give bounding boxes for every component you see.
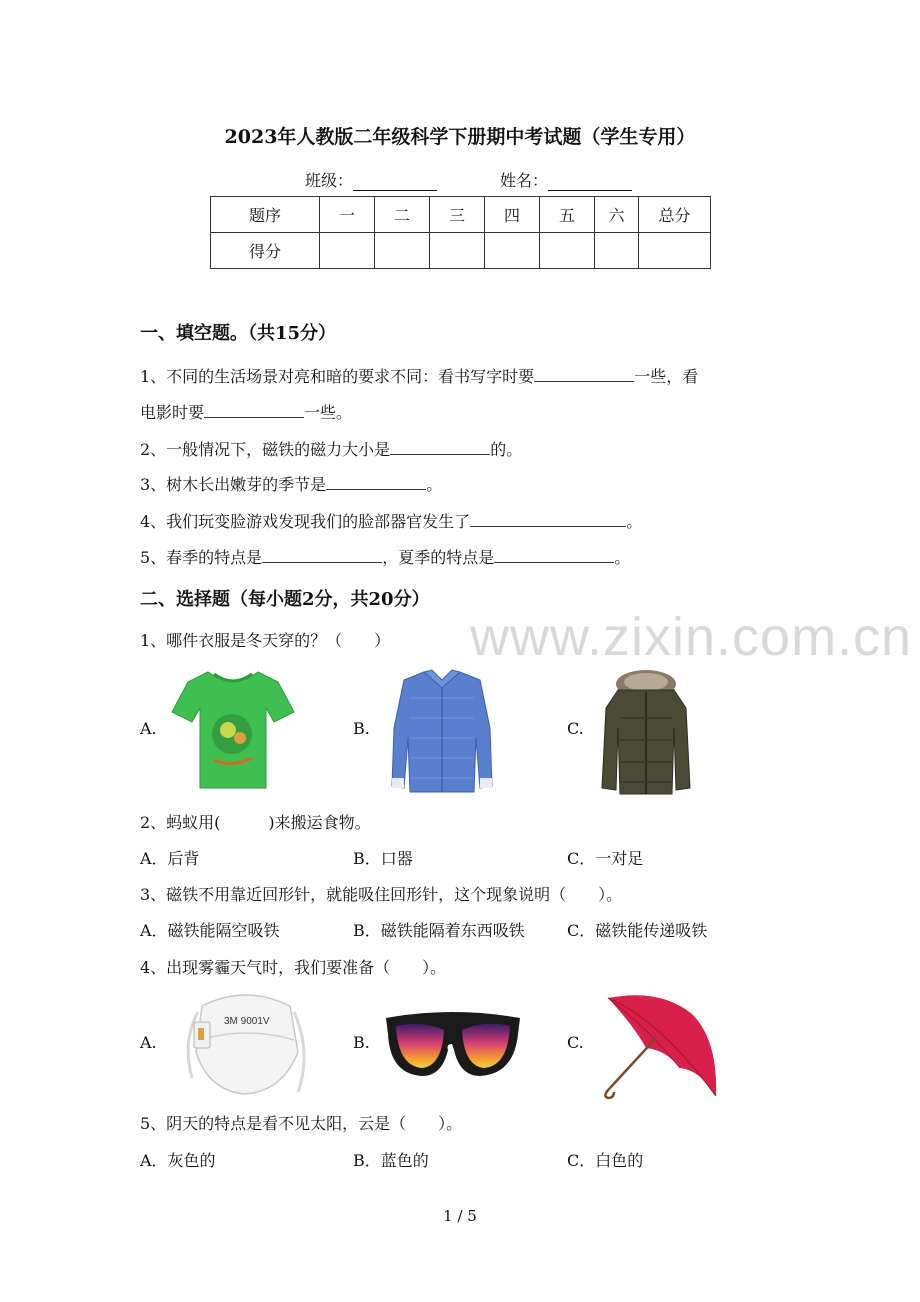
- fill-question-5: [140, 545, 630, 568]
- name-label: 姓名：: [500, 171, 549, 190]
- name-blank[interactable]: [548, 174, 632, 191]
- mask-image: [178, 982, 314, 1100]
- q3-blank[interactable]: [326, 475, 426, 490]
- score-cell[interactable]: [375, 233, 430, 269]
- q1-option-c[interactable]: C.: [567, 719, 584, 738]
- q5-option-a[interactable]: A．灰色的: [140, 1151, 216, 1170]
- q4-text-a: 4、我们玩变脸游戏发现我们的脸部器官发生了: [140, 512, 471, 531]
- q1-blank-2[interactable]: [204, 403, 304, 418]
- score-header-cell: 五: [540, 197, 595, 233]
- q5-text-b: ，夏季的特点是: [382, 548, 495, 567]
- q1-text-b: 一些，看: [634, 367, 699, 386]
- name-field: [500, 168, 632, 191]
- watermark: www.zixin.com.cn: [470, 607, 913, 667]
- class-blank[interactable]: [353, 174, 437, 191]
- q5-blank-1[interactable]: [262, 548, 382, 563]
- fill-question-1-cont: [140, 400, 352, 423]
- class-label: 班级：: [305, 171, 354, 190]
- q1-text-a: 1、不同的生活场景对亮和暗的要求不同：看书写字时要: [140, 367, 535, 386]
- q1-option-a[interactable]: A.: [140, 719, 157, 738]
- jacket-image: [600, 668, 692, 796]
- q2-text-a: 2、一般情况下，磁铁的磁力大小是: [140, 440, 391, 459]
- sunglasses-image: [382, 1004, 524, 1084]
- score-header-cell: 一: [320, 197, 375, 233]
- q1-text-c: 电影时要: [140, 403, 205, 422]
- score-header-cell: 题序: [211, 197, 320, 233]
- choice-question-5: 5、阴天的特点是看不见太阳，云是（ ）。: [140, 1114, 463, 1133]
- choice-question-2: 2、蚂蚁用( )来搬运食物。: [140, 813, 371, 832]
- q2-option-b[interactable]: B．口器: [353, 849, 413, 868]
- q3-option-c[interactable]: C．磁铁能传递吸铁: [567, 921, 708, 940]
- mask-label: 3M 9001V: [224, 1016, 270, 1027]
- q2-text-b: 的。: [490, 440, 523, 459]
- q3-option-a[interactable]: A．磁铁能隔空吸铁: [140, 921, 280, 940]
- shirt-image: [390, 668, 494, 796]
- score-table-score-row: [211, 233, 711, 269]
- q3-text-a: 3、树木长出嫩芽的季节是: [140, 475, 327, 494]
- score-cell[interactable]: [540, 233, 595, 269]
- score-cell[interactable]: [595, 233, 639, 269]
- q5-option-b[interactable]: B．蓝色的: [353, 1151, 429, 1170]
- q5-blank-2[interactable]: [494, 548, 614, 563]
- tshirt-image: [170, 668, 296, 792]
- choice-question-3: 3、磁铁不用靠近回形针，就能吸住回形针，这个现象说明（ ）。: [140, 885, 623, 904]
- score-table-header-row: [211, 197, 711, 233]
- choice-question-4: 4、出现雾霾天气时，我们要准备（ ）。: [140, 958, 447, 977]
- score-cell[interactable]: [320, 233, 375, 269]
- class-field: [305, 168, 437, 191]
- fill-question-2: [140, 437, 522, 460]
- fill-question-4: [140, 509, 642, 532]
- score-header-cell: 六: [595, 197, 639, 233]
- score-header-cell: 二: [375, 197, 430, 233]
- fill-question-3: [140, 472, 442, 495]
- q4-blank[interactable]: [470, 512, 626, 527]
- umbrella-image: [600, 990, 724, 1100]
- score-row-label: 得分: [211, 233, 320, 269]
- score-header-cell: 总分: [639, 197, 711, 233]
- q5-text-a: 5、春季的特点是: [140, 548, 263, 567]
- q3-text-b: 。: [426, 475, 443, 494]
- q4-option-a[interactable]: A.: [140, 1033, 157, 1052]
- section1-heading: 一、填空题。（共15分）: [140, 323, 337, 344]
- choice-question-1: 1、哪件衣服是冬天穿的？（ ）: [140, 631, 391, 650]
- q2-option-c[interactable]: C．一对足: [567, 849, 644, 868]
- q4-option-c[interactable]: C.: [567, 1033, 584, 1052]
- fill-question-1: [140, 364, 698, 387]
- score-header-cell: 四: [485, 197, 540, 233]
- score-cell[interactable]: [485, 233, 540, 269]
- score-header-cell: 三: [430, 197, 485, 233]
- q1-option-b[interactable]: B.: [353, 719, 370, 738]
- page-title: 2023年人教版二年级科学下册期中考试题（学生专用）: [224, 126, 696, 148]
- q4-option-b[interactable]: B.: [353, 1033, 370, 1052]
- q5-option-c[interactable]: C．白色的: [567, 1151, 644, 1170]
- q1-blank-1[interactable]: [534, 367, 634, 382]
- score-cell[interactable]: [430, 233, 485, 269]
- q3-option-b[interactable]: B．磁铁能隔着东西吸铁: [353, 921, 525, 940]
- page-number: 1 / 5: [443, 1207, 477, 1225]
- section2-heading: 二、选择题（每小题2分，共20分）: [140, 589, 430, 610]
- q2-option-a[interactable]: A．后背: [140, 849, 200, 868]
- score-cell[interactable]: [639, 233, 711, 269]
- q2-blank[interactable]: [390, 440, 490, 455]
- q5-text-c: 。: [614, 548, 631, 567]
- q1-text-d: 一些。: [304, 403, 353, 422]
- q4-text-b: 。: [626, 512, 643, 531]
- score-table: [210, 196, 711, 269]
